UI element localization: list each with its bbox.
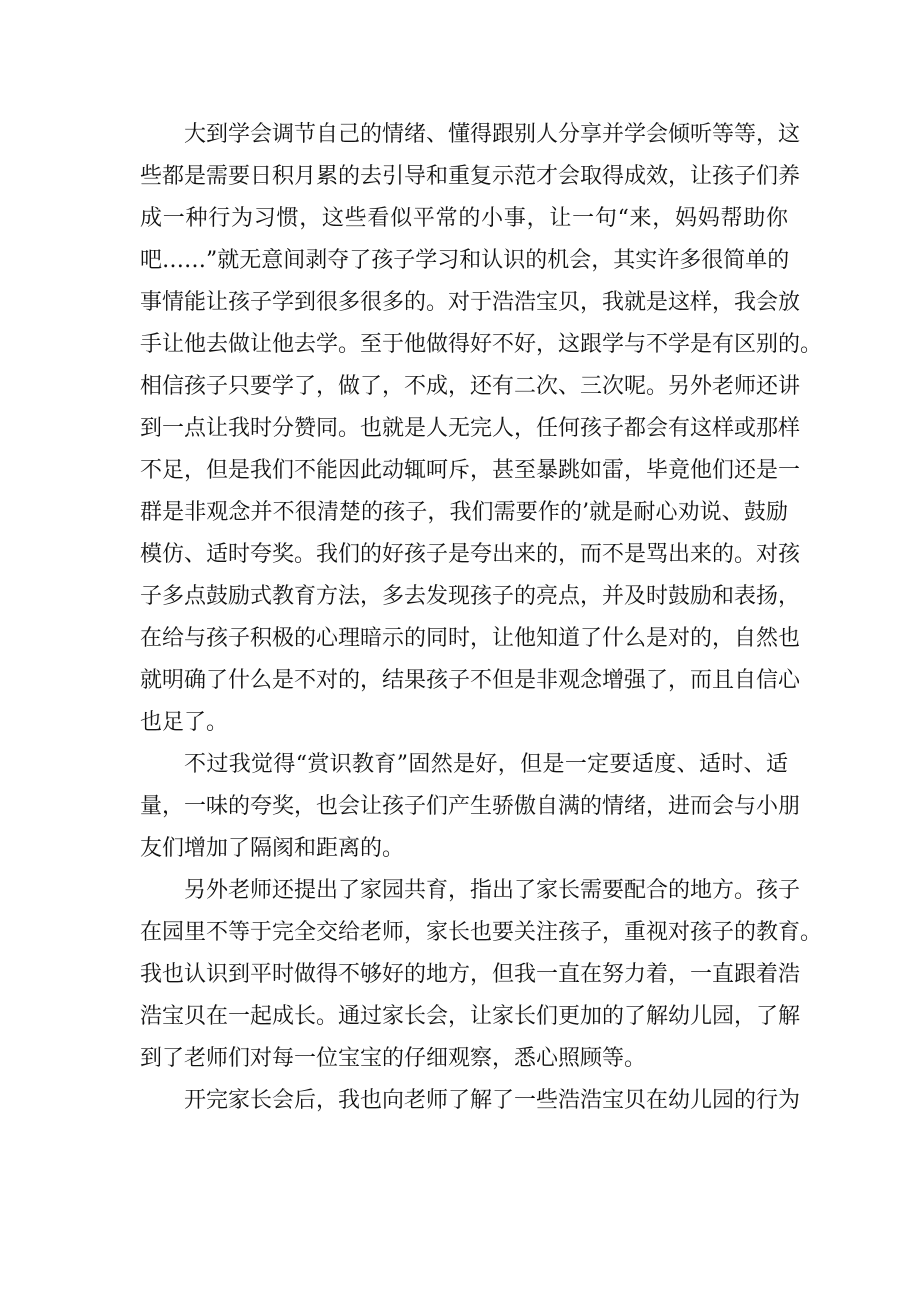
text-line: 在园里不等于完全交给老师，家长也要关注孩子，重视对孩子的教育。 bbox=[140, 920, 823, 945]
text-line: 些都是需要日积月累的去引导和重复示范才会取得成效，让孩子们养 bbox=[140, 164, 801, 189]
text-line: 吧……”就无意间剥夺了孩子学习和认识的机会，其实许多很简单的 bbox=[140, 248, 790, 273]
paragraph bbox=[140, 1080, 801, 1122]
paragraph bbox=[140, 744, 801, 870]
text-line: 手让他去做让他去学。至于他做得好不好，这跟学与不学是有区别的。 bbox=[140, 332, 823, 357]
text-line: 另外老师还提出了家园共育，指出了家长需要配合的地方。孩子 bbox=[184, 878, 801, 903]
text-line: 事情能让孩子学到很多很多的。对于浩浩宝贝，我就是这样，我会放 bbox=[140, 290, 801, 315]
text-line: 相信孩子只要学了，做了，不成，还有二次、三次呢。另外老师还讲 bbox=[140, 374, 801, 399]
text-line: 大到学会调节自己的情绪、懂得跟别人分享并学会倾听等等，这 bbox=[184, 122, 801, 147]
text-line: 模仿、适时夸奖。我们的好孩子是夸出来的，而不是骂出来的。对孩 bbox=[140, 542, 801, 567]
text-line: 也足了。 bbox=[140, 710, 229, 735]
paragraph bbox=[140, 114, 823, 744]
text-line: 浩宝贝在一起成长。通过家长会，让家长们更加的了解幼儿园，了解 bbox=[140, 1004, 801, 1029]
text-line: 就明确了什么是不对的，结果孩子不但是非观念增强了，而且自信心 bbox=[140, 668, 801, 693]
text-line: 开完家长会后，我也向老师了解了一些浩浩宝贝在幼儿园的行为 bbox=[184, 1088, 801, 1113]
paragraph bbox=[140, 870, 823, 1080]
text-line: 我也认识到平时做得不够好的地方，但我一直在努力着，一直跟着浩 bbox=[140, 962, 801, 987]
text-line: 到一点让我时分赞同。也就是人无完人，任何孩子都会有这样或那样 bbox=[140, 416, 801, 441]
document-body bbox=[140, 114, 823, 1122]
text-line: 子多点鼓励式教育方法，多去发现孩子的亮点，并及时鼓励和表扬， bbox=[140, 584, 801, 609]
text-line: 群是非观念并不很清楚的孩子，我们需要作的’就是耐心劝说、鼓励 bbox=[140, 500, 788, 525]
text-line: 量，一味的夸奖，也会让孩子们产生骄傲自满的情绪，进而会与小朋 bbox=[140, 794, 801, 819]
text-line: 在给与孩子积极的心理暗示的同时，让他知道了什么是对的，自然也 bbox=[140, 626, 801, 651]
text-line: 不过我觉得“赏识教育”固然是好，但是一定要适度、适时、适 bbox=[184, 752, 788, 777]
text-line: 不足，但是我们不能因此动辄呵斥，甚至暴跳如雷，毕竟他们还是一 bbox=[140, 458, 801, 483]
text-line: 到了老师们对每一位宝宝的仔细观察，悉心照顾等。 bbox=[140, 1046, 647, 1071]
text-line: 友们增加了隔阂和距离的。 bbox=[140, 836, 405, 861]
text-line: 成一种行为习惯，这些看似平常的小事，让一句“来，妈妈帮助你 bbox=[140, 206, 788, 231]
